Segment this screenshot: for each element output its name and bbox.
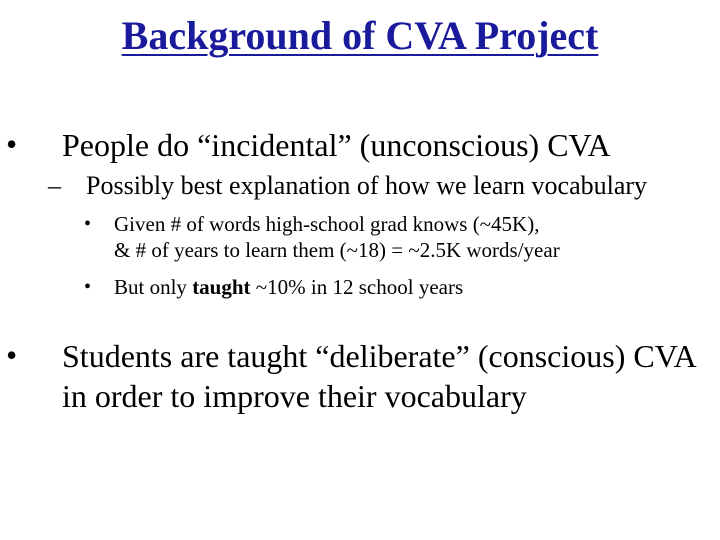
subbullet-text: Possibly best explanation of how we learn vocabulary	[86, 171, 648, 200]
line-1: Students are taught “deliberate” (conscious) CVA	[62, 338, 697, 374]
bullet-deliberate-cva	[0, 336, 697, 416]
bullet-marker: •	[6, 337, 18, 373]
subsubbullet-text	[114, 274, 463, 300]
line-2: & # of years to learn them (~18) = ~2.5K words/year	[114, 238, 560, 262]
subsubbullet-only-taught	[84, 274, 463, 300]
slide-title: Background of CVA Project	[121, 13, 599, 58]
bullet-marker: •	[84, 213, 92, 235]
emphasis-taught: taught	[192, 275, 251, 299]
bullet-text: People do “incidental” (unconscious) CVA	[62, 127, 611, 163]
bullet-marker: •	[84, 276, 92, 298]
bullet-marker: •	[6, 126, 18, 162]
subsubbullet-words-known	[84, 211, 560, 263]
bullet-incidental-cva	[0, 125, 611, 165]
line-1: Given # of words high-school grad knows (~45K),	[114, 212, 540, 236]
text-before: But only	[114, 275, 193, 299]
bullet-text	[62, 336, 697, 416]
text-after: ~10% in 12 school years	[250, 275, 464, 299]
dash-marker: –	[48, 171, 61, 200]
line-2: in order to improve their vocabulary	[62, 378, 527, 414]
subbullet-best-explanation	[40, 171, 647, 201]
subsubbullet-text	[114, 211, 560, 263]
